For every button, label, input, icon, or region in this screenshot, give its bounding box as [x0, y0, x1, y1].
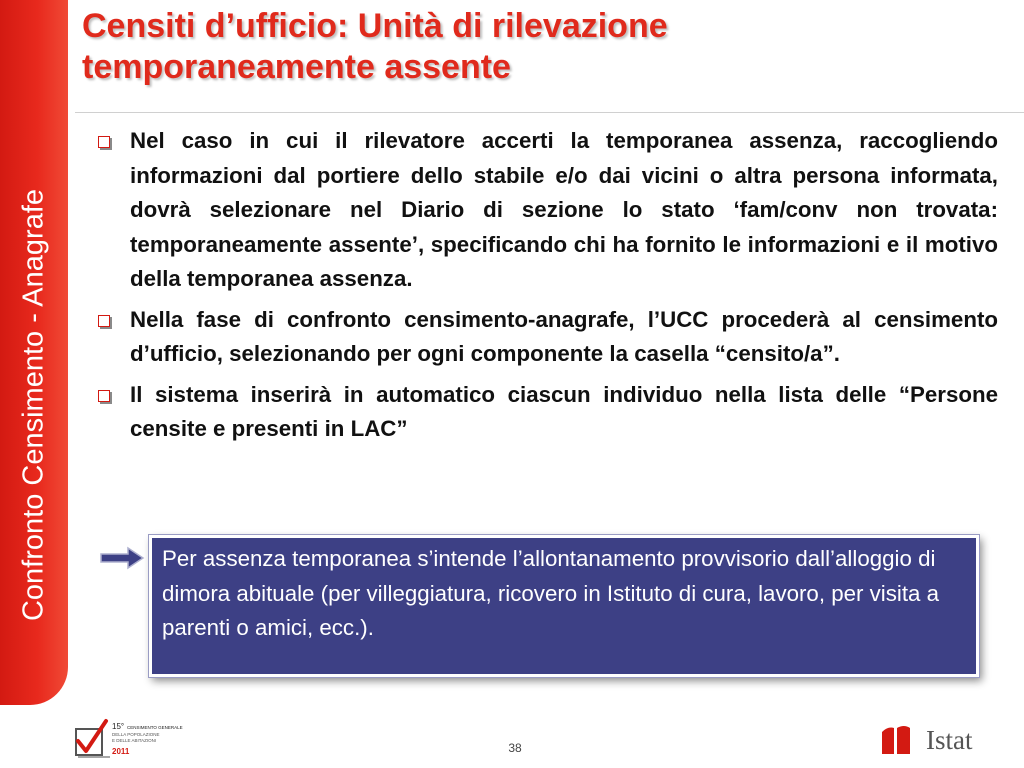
- sidebar-band: [0, 0, 68, 705]
- page-title-line-1: Censiti d’ufficio: Unità di rilevazione: [82, 7, 668, 45]
- bullet-list: [98, 124, 998, 453]
- census-logo-line-3: E DELLE ABITAZIONI: [112, 738, 157, 743]
- page-number: 38: [508, 741, 522, 755]
- title-divider: [75, 112, 1024, 113]
- census-logo-line-2: DELLA POPOLAZIONE: [112, 732, 160, 737]
- census-logo-number: 15°: [112, 722, 125, 731]
- square-bullet-icon: [98, 315, 110, 327]
- page-title-line-2: temporaneamente assente: [82, 48, 511, 86]
- istat-logo-text: Istat: [926, 725, 973, 755]
- page-title: [82, 6, 982, 88]
- census-2011-logo: [72, 715, 183, 765]
- bullet-item: [98, 378, 998, 447]
- census-logo-year: 2011: [112, 747, 130, 756]
- bullet-text: Nella fase di confronto censimento-anagrafe, l’UCC procederà al censimento d’ufficio, selezionando per ogni componente la casella “censito/a”.: [130, 306, 998, 366]
- sidebar-label: Confronto Censimento - Anagrafe: [17, 188, 50, 622]
- square-bullet-icon: [98, 136, 110, 148]
- arrow-right-icon: [98, 545, 146, 571]
- square-bullet-icon: [98, 390, 110, 402]
- definition-text: Per assenza temporanea s’intende l’allontanamento provvisorio dall’alloggio di dimora abituale (per villeggiatura, ricovero in Istituto di cura, lavoro, per visita a parenti o amici, ecc.).: [162, 546, 940, 640]
- bullet-item: [98, 303, 998, 372]
- bullet-text: Nel caso in cui il rilevatore accerti la temporanea assenza, raccogliendo informazioni dal portiere dello stabile e/o dai vicini o altra persona informata, dovrà selezionare nel Diario di sezione lo stato ‘fam/conv non trovata: temporaneamente assente’, specificando chi ha fornito le informazioni e il motivo della temporanea assenza.: [130, 128, 998, 291]
- definition-callout: [149, 535, 979, 677]
- bullet-item: [98, 124, 998, 297]
- bullet-text: Il sistema inserirà in automatico ciascun individuo nella lista delle “Persone censite e presenti in LAC”: [130, 381, 998, 441]
- census-logo-line-1: CENSIMENTO GENERALE: [127, 725, 183, 730]
